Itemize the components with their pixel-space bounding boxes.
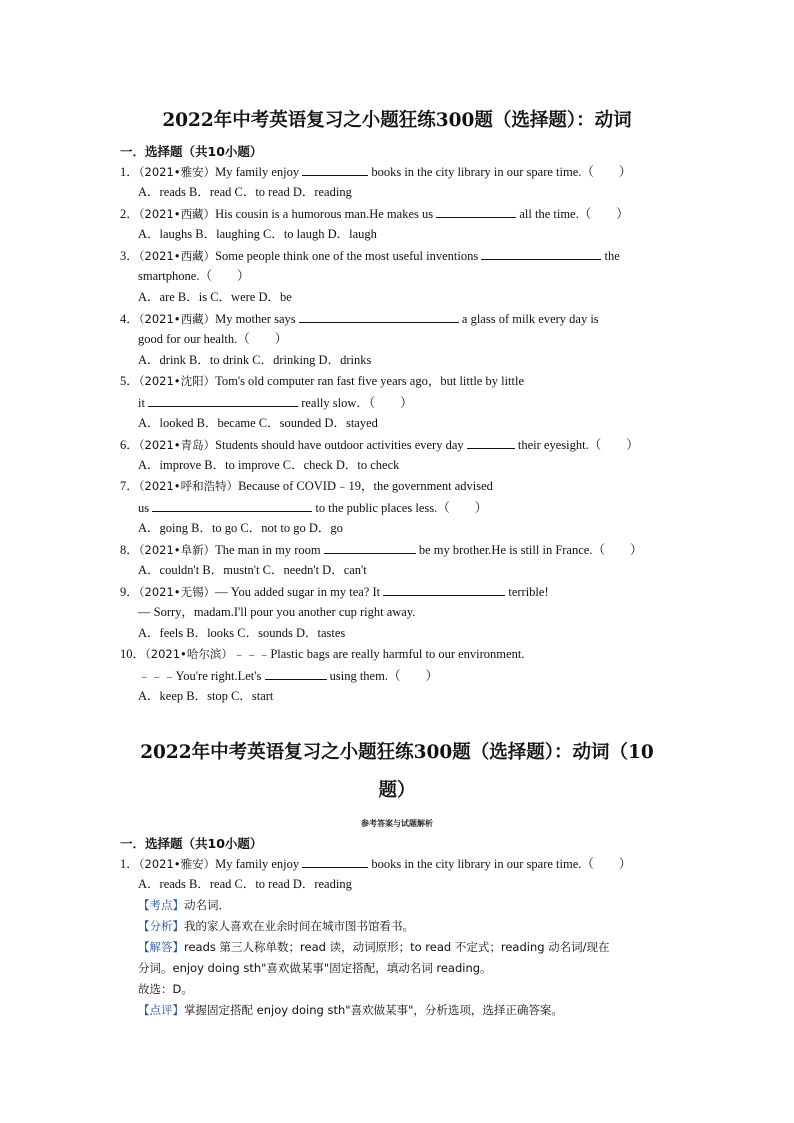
analysis-jieda: 【解答】reads 第三人称单数；read 读，动词原形；to read 不定式；reading 动名词/现在 bbox=[138, 940, 610, 954]
answer-question-1-choices: A．reads B．read C．to read D．reading bbox=[138, 877, 352, 891]
question-1: 1．（2021•雅安）My family enjoy books in the city library in our spare time.（ ） bbox=[120, 165, 632, 179]
analysis-kaodian: 【考点】动名词． bbox=[138, 898, 230, 912]
answer-blank bbox=[324, 541, 416, 554]
answer-blank bbox=[299, 310, 459, 323]
answer-title-line2: 题） bbox=[378, 780, 416, 801]
question-9-line2: — Sorry，madam.I'll pour you another cup right away. bbox=[138, 605, 416, 619]
analysis-answer: 故选：D。 bbox=[138, 982, 193, 996]
question-5-line2: it really slow．（ ） bbox=[138, 396, 413, 410]
question-10: 10．（2021•哈尔滨）﹣﹣﹣Plastic bags are really harmful to our environment. bbox=[120, 647, 525, 661]
question-7-line2: us to the public places less.（ ） bbox=[138, 501, 488, 515]
answer-blank bbox=[302, 855, 368, 868]
question-5-choices: A．looked B．became C．sounded D．stayed bbox=[138, 416, 378, 430]
answer-blank bbox=[481, 247, 601, 260]
question-2: 2．（2021•西藏）His cousin is a humorous man.He makes us all the time.（ ） bbox=[120, 207, 629, 221]
answer-blank bbox=[467, 436, 515, 449]
question-9: 9．（2021•无锡）— You added sugar in my tea? It terrible! bbox=[120, 585, 549, 599]
answer-blank bbox=[148, 394, 298, 407]
section-heading: 一．选择题（共10小题） bbox=[120, 144, 263, 159]
analysis-jieda-cont: 分词。enjoy doing sth"喜欢做某事"固定搭配，填动名词 reading。 bbox=[138, 961, 492, 975]
page-title: 2022年中考英语复习之小题狂练300题（选择题）：动词 bbox=[162, 110, 632, 131]
question-3-choices: A．are B．is C．were D．be bbox=[138, 290, 292, 304]
question-5: 5．（2021•沈阳）Tom's old computer ran fast five years ago，but little by little bbox=[120, 374, 525, 388]
answer-question-1: 1．（2021•雅安）My family enjoy books in the city library in our spare time.（ ） bbox=[120, 857, 632, 871]
question-8-choices: A．couldn't B．mustn't C．needn't D．can't bbox=[138, 563, 367, 577]
question-6: 6．（2021•青岛）Students should have outdoor activities every day their eyesight.（ ） bbox=[120, 438, 639, 452]
question-10-line2: ﹣﹣﹣You're right.Let's using them.（ ） bbox=[138, 669, 438, 683]
answer-blank bbox=[152, 499, 312, 512]
answer-section-heading: 一．选择题（共10小题） bbox=[120, 836, 263, 851]
question-2-choices: A．laughs B．laughing C．to laugh D．laugh bbox=[138, 227, 377, 241]
question-4-line2: good for our health.（ ） bbox=[138, 332, 288, 346]
analysis-dianping: 【点评】掌握固定搭配 enjoy doing sth"喜欢做某事"，分析选项，选择正确答案。 bbox=[138, 1003, 563, 1017]
answer-title-line1: 2022年中考英语复习之小题狂练300题（选择题）：动词（10 bbox=[140, 742, 654, 763]
question-7-choices: A．going B．to go C．not to go D．go bbox=[138, 521, 343, 535]
question-3: 3．（2021•西藏）Some people think one of the most useful inventions the bbox=[120, 249, 620, 263]
answer-blank bbox=[265, 667, 327, 680]
answer-blank bbox=[383, 583, 505, 596]
question-10-choices: A．keep B．stop C．start bbox=[138, 689, 274, 703]
question-6-choices: A．improve B．to improve C．check D．to check bbox=[138, 458, 400, 472]
question-7: 7．（2021•呼和浩特）Because of COVID﹣19，the government advised bbox=[120, 479, 493, 493]
answer-blank bbox=[302, 163, 368, 176]
analysis-fenxi: 【分析】我的家人喜欢在业余时间在城市图书馆看书。 bbox=[138, 919, 414, 933]
answer-subheading: 参考答案与试题解析 bbox=[361, 819, 433, 828]
question-9-choices: A．feels B．looks C．sounds D．tastes bbox=[138, 626, 346, 640]
question-4-choices: A．drink B．to drink C．drinking D．drinks bbox=[138, 353, 372, 367]
question-8: 8．（2021•阜新）The man in my room be my brother.He is still in France.（ ） bbox=[120, 543, 643, 557]
question-3-line2: smartphone.（ ） bbox=[138, 269, 250, 283]
answer-blank bbox=[436, 205, 516, 218]
question-1-choices: A．reads B．read C．to read D．reading bbox=[138, 185, 352, 199]
question-4: 4．（2021•西藏）My mother says a glass of milk every day is bbox=[120, 312, 599, 326]
